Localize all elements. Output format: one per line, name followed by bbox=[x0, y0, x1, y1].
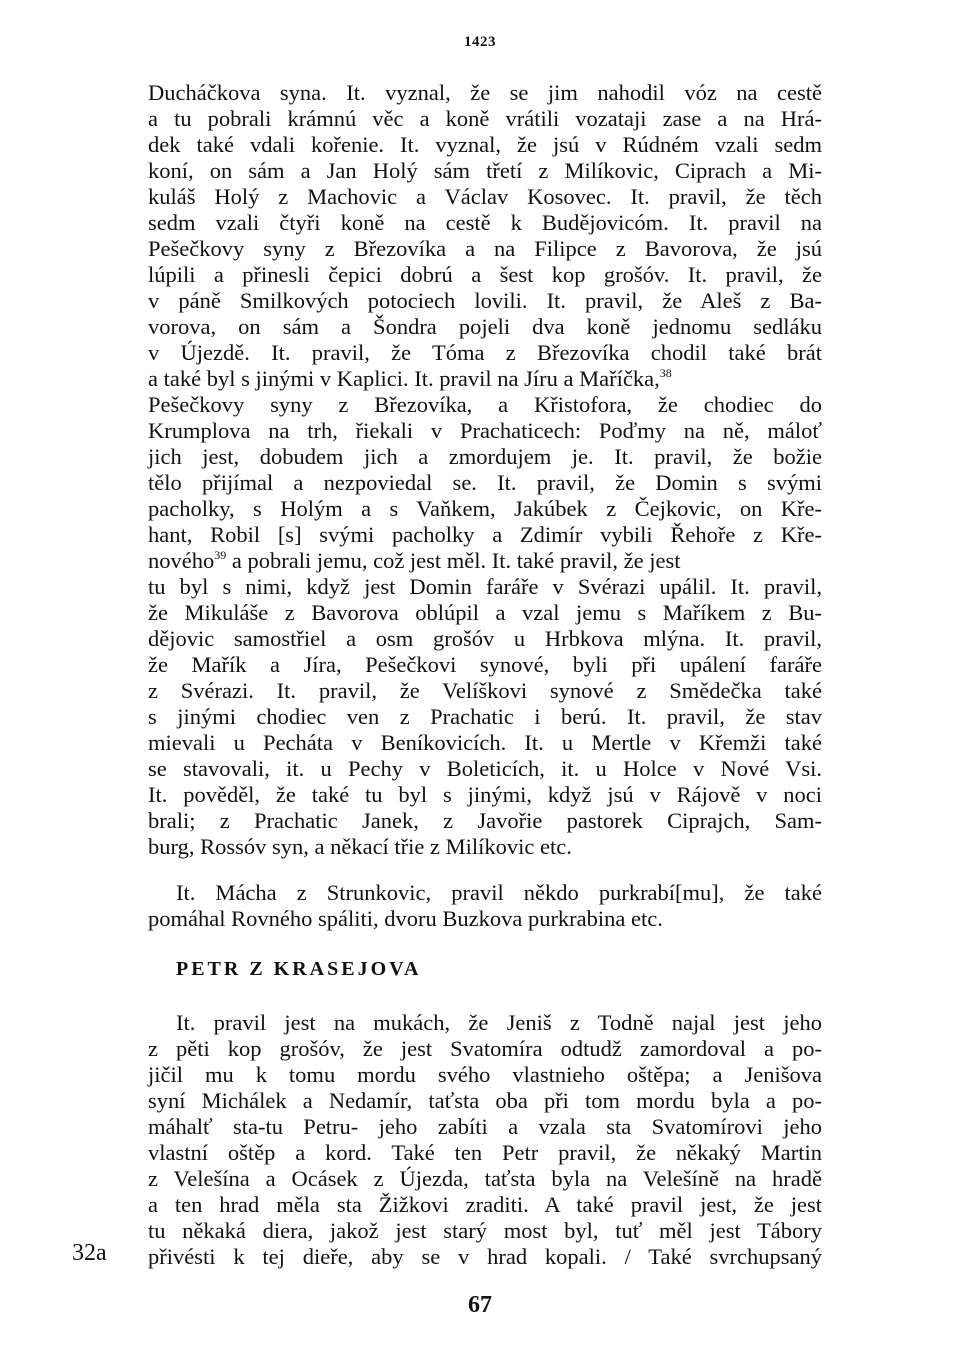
text-line: a ten hrad měla sta Žižkovi zraditi. A také pravil jest, že jest bbox=[148, 1192, 822, 1217]
text-line: It. pravil jest na mukách, že Jeniš z Todně najal jest jeho bbox=[176, 1010, 822, 1035]
text-line: jičil mu k tomu mordu svého vlastnieho oštěpa; a Jenišova bbox=[148, 1062, 822, 1087]
text-segment: a pobrali jemu, což jest měl. It. také pravil, že jest bbox=[226, 548, 681, 573]
text-line: a tu pobrali krámnú věc a koně vrátili vozataji zase a na Hrá- bbox=[148, 106, 822, 131]
page-number-top: 1423 bbox=[464, 34, 496, 50]
text-line: se stavovali, it. u Pechy v Boleticích, it. u Holce v Nové Vsi. bbox=[148, 756, 822, 781]
text-line: vlastní oštěp a kord. Také ten Petr pravil, že někaký Martin bbox=[148, 1140, 822, 1165]
text-line: syní Michálek a Nedamír, taťsta oba při tom mordu byla a po- bbox=[148, 1088, 822, 1113]
text-line: že Mikuláše z Bavorova oblúpil a vzal jemu s Maříkem z Bu- bbox=[148, 600, 822, 625]
text-line: Pešečkovy syny z Březovíka a na Filipce z Bavorova, že jsú bbox=[148, 236, 822, 261]
text-line: Ducháčkova syna. It. vyznal, že se jim nahodil vóz na cestě bbox=[148, 80, 822, 105]
text-segment: nového bbox=[148, 548, 215, 573]
text-line: It. pověděl, že také tu byl s jinými, když jsú v Rájově v noci bbox=[148, 782, 822, 807]
text-line: sedm vzali čtyři koně na cestě k Budějovicóm. It. pravil na bbox=[148, 210, 822, 235]
text-line: tu někaká diera, jakož jest starý most byl, tuť měl jest Tábory bbox=[148, 1218, 822, 1243]
footnote-marker: 38 bbox=[659, 366, 672, 380]
text-line: s jinými chodiec ven z Prachatic i berú. It. pravil, že stav bbox=[148, 704, 822, 729]
text-line: z Svérazi. It. pravil, že Velíškovi synové z Smědečka také bbox=[148, 678, 822, 703]
text-line: Pešečkovy syny z Březovíka, a Křistofora, že chodiec do bbox=[148, 392, 822, 417]
text-line: pomáhal Rovného spáliti, dvoru Buzkova purkrabina etc. bbox=[148, 906, 663, 931]
text-line: máhalť sta-tu Petru- jeho zabíti a vzala sta Svatomírovi jeho bbox=[148, 1114, 822, 1139]
text-line: dějovic samostřiel a osm grošóv u Hrbkova mlýna. It. pravil, bbox=[148, 626, 822, 651]
text-line: hant, Robil [s] svými pacholky a Zdimír vybili Řehoře z Kře- bbox=[148, 522, 822, 547]
text-line: z pěti kop grošóv, že jest Svatomíra odtudž zamordoval a po- bbox=[148, 1036, 822, 1061]
text-line-with-footnote bbox=[148, 548, 822, 574]
text-line: brali; z Prachatic Janek, z Javořie pastorek Ciprajch, Sam- bbox=[148, 808, 822, 833]
text-line: Krumplova na trh, řiekali v Prachaticech: Poďmy na ně, máloť bbox=[148, 418, 822, 443]
text-line: že Mařík a Jíra, Pešečkovi synové, byli při upálení faráře bbox=[148, 652, 822, 677]
text-line: pacholky, s Holým a s Vaňkem, Jakúbek z Čejkovic, on Kře- bbox=[148, 496, 822, 521]
text-line: přivésti k tej dieře, aby se v hrad kopali. / Také svrchupsaný bbox=[148, 1244, 822, 1269]
section-heading: PETR Z KRASEJOVA bbox=[176, 958, 422, 980]
text-line: kuláš Holý z Machovic a Václav Kosovec. It. pravil, že těch bbox=[148, 184, 822, 209]
text-line: z Velešína a Ocásek z Újezda, taťsta byla na Velešíně na hradě bbox=[148, 1166, 822, 1191]
text-line: It. Mácha z Strunkovic, pravil někdo purkrabí[mu], že také bbox=[176, 880, 822, 905]
text-line: jich jest, dobudem jich a zmordujem je. It. pravil, že božie bbox=[148, 444, 822, 469]
text-line: lúpili a přinesli čepici dobrú a šest kop grošóv. It. pravil, že bbox=[148, 262, 822, 287]
text-line: v páně Smilkových potociech lovili. It. pravil, že Aleš z Ba- bbox=[148, 288, 822, 313]
text-line: koní, on sám a Jan Holý sám třetí z Milíkovic, Ciprach a Mi- bbox=[148, 158, 822, 183]
margin-note: 32a bbox=[72, 1240, 107, 1266]
text-segment: a také byl s jinými v Kaplici. It. pravil na Jíru a Maříčka, bbox=[148, 366, 660, 391]
page-number: 67 bbox=[468, 1292, 492, 1318]
text-line-with-footnote bbox=[148, 366, 822, 392]
text-line: dek také vdali kořenie. It. vyznal, že jsú v Rúdném vzali sedm bbox=[148, 132, 822, 157]
text-line: tu byl s nimi, když jest Domin faráře v Svérazi upálil. It. pravil, bbox=[148, 574, 822, 599]
text-line: vorova, on sám a Šondra pojeli dva koně jednomu sedláku bbox=[148, 314, 822, 339]
text-line: v Újezdě. It. pravil, že Tóma z Březovíka chodil také brát bbox=[148, 340, 822, 365]
footnote-marker: 39 bbox=[214, 548, 227, 562]
text-line: tělo přijímal a nezpoviedal se. It. pravil, že Domin s svými bbox=[148, 470, 822, 495]
text-line: mievali u Pecháta v Beníkovicích. It. u Mertle v Křemži také bbox=[148, 730, 822, 755]
text-line: burg, Rossóv syn, a někací třie z Milíkovic etc. bbox=[148, 834, 572, 859]
